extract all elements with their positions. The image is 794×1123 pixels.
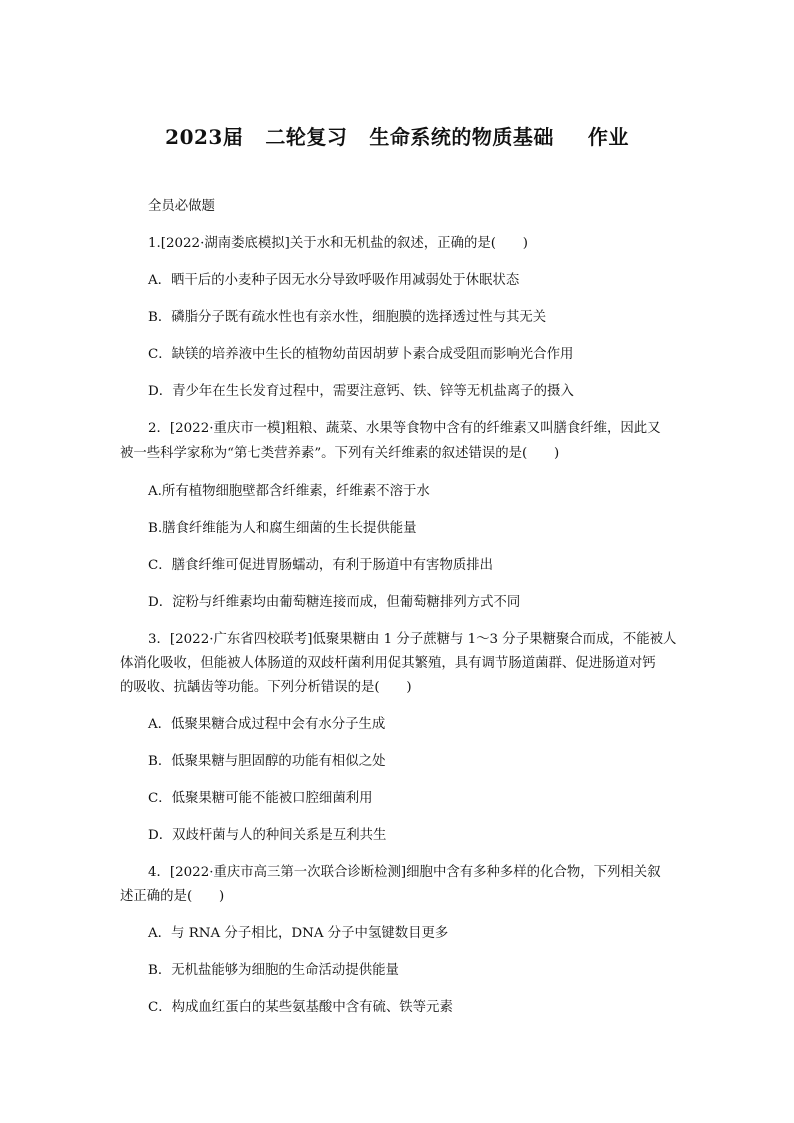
question-3-option-c: C．低聚果糖可能不能被口腔细菌利用 [148,791,373,806]
question-4-stem-line-1: 4．[2022·重庆市高三第一次联合诊断检测]细胞中含有多种多样的化合物，下列相关叙 [148,865,661,880]
question-4-option-b: B．无机盐能够为细胞的生命活动提供能量 [148,963,399,978]
question-1-option-b: B．磷脂分子既有疏水性也有亲水性，细胞膜的选择透过性与其无关 [148,310,547,325]
title-year: 2023届 [165,125,244,149]
section-heading: 全员必做题 [148,199,215,214]
title-homework: 作业 [587,125,629,149]
question-3-option-a: A．低聚果糖合成过程中会有水分子生成 [148,717,386,732]
question-3-stem-line-1: 3．[2022·广东省四校联考]低聚果糖由 1 分子蔗糖与 1～3 分子果糖聚合而成，不能被人 [148,632,677,647]
question-3-stem-line-2: 体消化吸收，但能被人体肠道的双歧杆菌利用促其繁殖，具有调节肠道菌群、促进肠道对钙 [120,656,656,671]
question-1-option-a: A．晒干后的小麦种子因无水分导致呼吸作用减弱处于休眠状态 [148,273,520,288]
title-topic: 生命系统的物质基础 [369,125,554,149]
question-4-option-c: C．构成血红蛋白的某些氨基酸中含有硫、铁等元素 [148,1000,453,1015]
question-2-stem-line-2: 被一些科学家称为“第七类营养素”。下列有关纤维素的叙述错误的是( ) [120,446,560,461]
question-1-stem: 1.[2022·湖南娄底模拟]关于水和无机盐的叙述，正确的是( ) [148,236,528,251]
question-2-option-d: D．淀粉与纤维素均由葡萄糖连接而成，但葡萄糖排列方式不同 [148,595,521,610]
question-4-stem-line-2: 述正确的是( ) [120,889,225,904]
question-1-option-c: C．缺镁的培养液中生长的植物幼苗因胡萝卜素合成受阻而影响光合作用 [148,347,574,362]
question-3-option-b: B．低聚果糖与胆固醇的功能有相似之处 [148,754,386,769]
page-title [0,121,794,150]
question-2-stem-line-1: 2．[2022·重庆市一模]粗粮、蔬菜、水果等食物中含有的纤维素又叫膳食纤维，因此又 [148,421,661,436]
question-3-option-d: D．双歧杆菌与人的种间关系是互利共生 [148,828,387,843]
question-2-option-a: A.所有植物细胞壁都含纤维素，纤维素不溶于水 [148,484,430,499]
question-1-option-d: D．青少年在生长发育过程中，需要注意钙、铁、锌等无机盐离子的摄入 [148,384,574,399]
question-2-option-b: B.膳食纤维能为人和腐生细菌的生长提供能量 [148,521,417,536]
question-4-option-a: A．与 RNA 分子相比，DNA 分子中氢键数目更多 [148,926,449,941]
question-3-stem-line-3: 的吸收、抗龋齿等功能。下列分析错误的是( ) [120,680,412,695]
title-review: 二轮复习 [265,125,348,149]
question-2-option-c: C．膳食纤维可促进胃肠蠕动，有利于肠道中有害物质排出 [148,558,494,573]
